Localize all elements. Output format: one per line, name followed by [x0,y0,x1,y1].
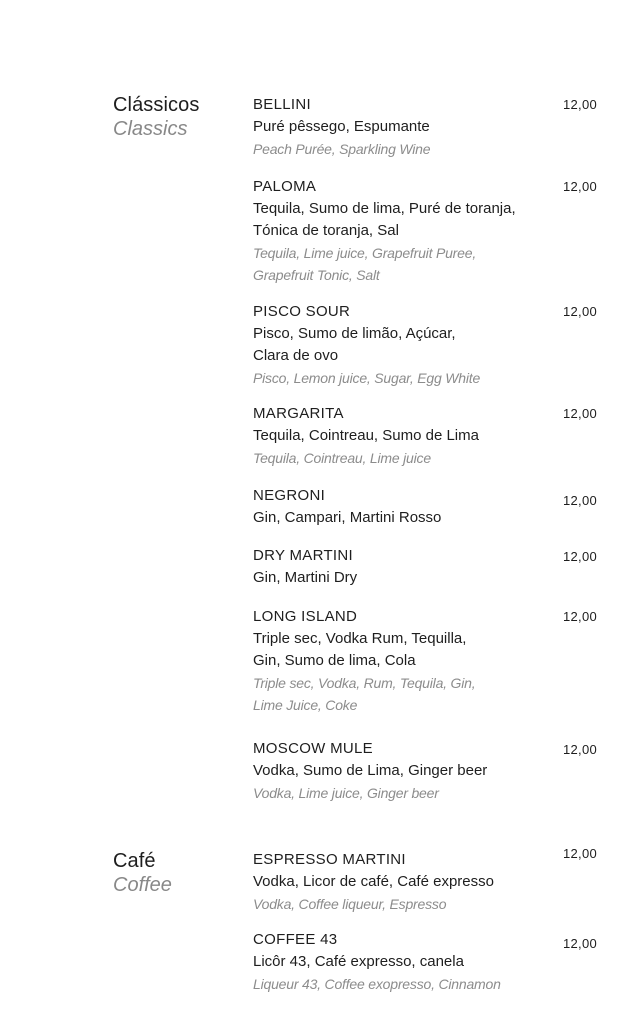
menu-item-pisco-sour [253,301,543,389]
item-ingredients-en: Lime Juice, Coke [253,697,358,713]
item-price: 12,00 [563,97,598,112]
menu-item-negroni [253,485,543,529]
item-name: ESPRESSO MARTINI [253,851,406,868]
item-price: 12,00 [563,406,598,421]
category-classics [113,93,199,141]
item-ingredients-pt: Tónica de toranja, Sal [253,222,399,239]
item-ingredients-en: Peach Purée, Sparkling Wine [253,141,431,157]
item-ingredients-en: Pisco, Lemon juice, Sugar, Egg White [253,370,481,386]
item-ingredients-en: Vodka, Coffee liqueur, Espresso [253,896,447,912]
item-ingredients-pt: Gin, Sumo de lima, Cola [253,652,416,669]
item-name: PISCO SOUR [253,303,351,320]
item-name: BELLINI [253,96,311,113]
item-name: PALOMA [253,178,317,195]
item-ingredients-pt: Licôr 43, Café expresso, canela [253,953,464,970]
menu-item-bellini [253,94,543,160]
menu-item-dry-martini [253,545,543,589]
item-ingredients-pt: Pisco, Sumo de limão, Açúcar, [253,325,456,342]
menu-item-moscow-mule [253,738,543,804]
item-name: MARGARITA [253,405,344,422]
item-ingredients-pt: Triple sec, Vodka Rum, Tequilla, [253,630,467,647]
item-ingredients-pt: Clara de ovo [253,347,339,364]
item-price: 12,00 [563,936,598,951]
category-title-en: Coffee [113,874,172,896]
item-ingredients-en: Vodka, Lime juice, Ginger beer [253,785,439,801]
item-ingredients-pt: Gin, Campari, Martini Rosso [253,509,442,526]
item-price: 12,00 [563,493,598,508]
item-ingredients-en: Grapefruit Tonic, Salt [253,267,380,283]
menu-item-paloma [253,176,543,286]
item-ingredients-en: Liqueur 43, Coffee exopresso, Cinnamon [253,976,501,992]
item-ingredients-pt: Gin, Martini Dry [253,569,358,586]
item-ingredients-pt: Vodka, Sumo de Lima, Ginger beer [253,762,488,779]
item-ingredients-pt: Tequila, Sumo de lima, Puré de toranja, [253,200,516,217]
item-price: 12,00 [563,304,598,319]
item-ingredients-en: Triple sec, Vodka, Rum, Tequila, Gin, [253,675,476,691]
item-name: LONG ISLAND [253,608,358,625]
category-coffee [113,849,172,897]
item-price: 12,00 [563,846,598,861]
menu-item-espresso-martini [253,849,543,915]
item-price: 12,00 [563,742,598,757]
item-price: 12,00 [563,179,598,194]
menu-item-long-island [253,606,543,716]
item-ingredients-pt: Puré pêssego, Espumante [253,118,430,135]
item-ingredients-en: Tequila, Lime juice, Grapefruit Puree, [253,245,477,261]
item-name: DRY MARTINI [253,547,353,564]
category-title-pt: Clássicos [113,94,200,116]
category-title-pt: Café [113,850,156,872]
menu-item-coffee-43 [253,929,543,995]
item-ingredients-en: Tequila, Cointreau, Lime juice [253,450,431,466]
item-price: 12,00 [563,609,598,624]
menu-item-margarita [253,403,543,469]
item-ingredients-pt: Vodka, Licor de café, Café expresso [253,873,494,890]
item-name: NEGRONI [253,487,326,504]
category-title-en: Classics [113,118,188,140]
item-ingredients-pt: Tequila, Cointreau, Sumo de Lima [253,427,479,444]
item-name: MOSCOW MULE [253,740,373,757]
item-price: 12,00 [563,549,598,564]
item-name: COFFEE 43 [253,931,338,948]
